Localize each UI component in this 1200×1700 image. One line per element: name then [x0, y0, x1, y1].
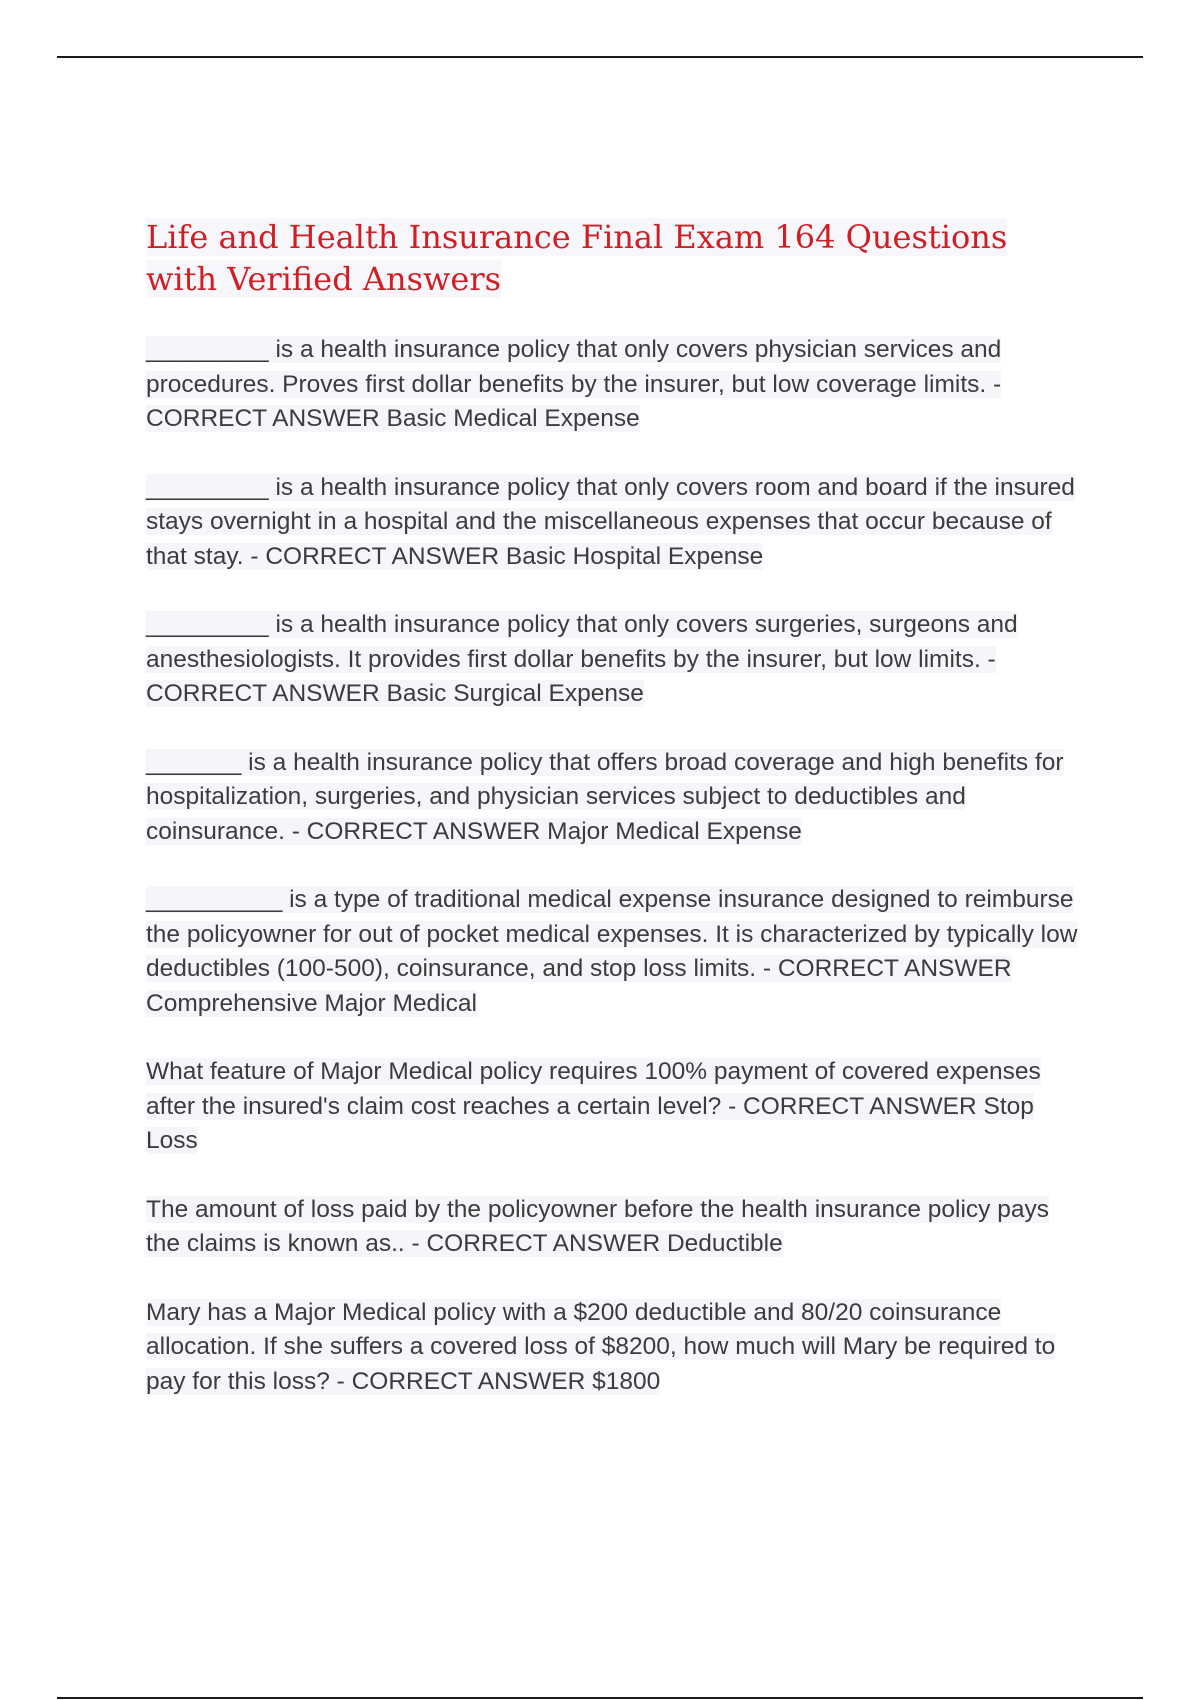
qa-entry-2: _________ is a health insurance policy that only covers room and board if the insured stays overnight in a hospital and the miscellaneous expenses that occur because of that stay. - CORRECT ANSWER Basic Hospital Expense [146, 473, 1075, 570]
top-rule [57, 56, 1143, 58]
bottom-rule [57, 1697, 1143, 1699]
document-body [146, 216, 1086, 1433]
qa-entry-5: __________ is a type of traditional medical expense insurance designed to reimburse the policyowner for out of pocket medical expenses. It is characterized by typically low deductibles (100-500), coinsurance, and stop loss limits. - CORRECT ANSWER Comprehensive Major Medical [146, 886, 1078, 1017]
qa-entry-7: The amount of loss paid by the policyowner before the health insurance policy pays the claims is known as.. - CORRECT ANSWER Deductible [146, 1195, 1049, 1257]
document-title: Life and Health Insurance Final Exam 164 Questions with Verified Answers [146, 218, 1008, 298]
qa-entry-6: What feature of Major Medical policy requires 100% payment of covered expenses after the insured's claim cost reaches a certain level? - CORRECT ANSWER Stop Loss [146, 1058, 1041, 1154]
qa-entry-3: _________ is a health insurance policy that only covers surgeries, surgeons and anesthesiologists. It provides first dollar benefits by the insurer, but low limits. - CORRECT ANSWER Basic Surgical Expense [146, 611, 1018, 707]
qa-entry-1: _________ is a health insurance policy that only covers physician services and procedures. Proves first dollar benefits by the insurer, but low coverage limits. - CORRECT ANSWER Basic Medical Expense [146, 336, 1002, 432]
qa-entry-4: _______ is a health insurance policy that offers broad coverage and high benefits for hospitalization, surgeries, and physician services subject to deductibles and coinsurance. - CORRECT ANSWER Major Medical Expense [146, 748, 1064, 845]
qa-entry-8: Mary has a Major Medical policy with a $200 deductible and 80/20 coinsurance allocation. If she suffers a covered loss of $8200, how much will Mary be required to pay for this loss? - CORRECT ANSWER $1800 [146, 1298, 1056, 1395]
